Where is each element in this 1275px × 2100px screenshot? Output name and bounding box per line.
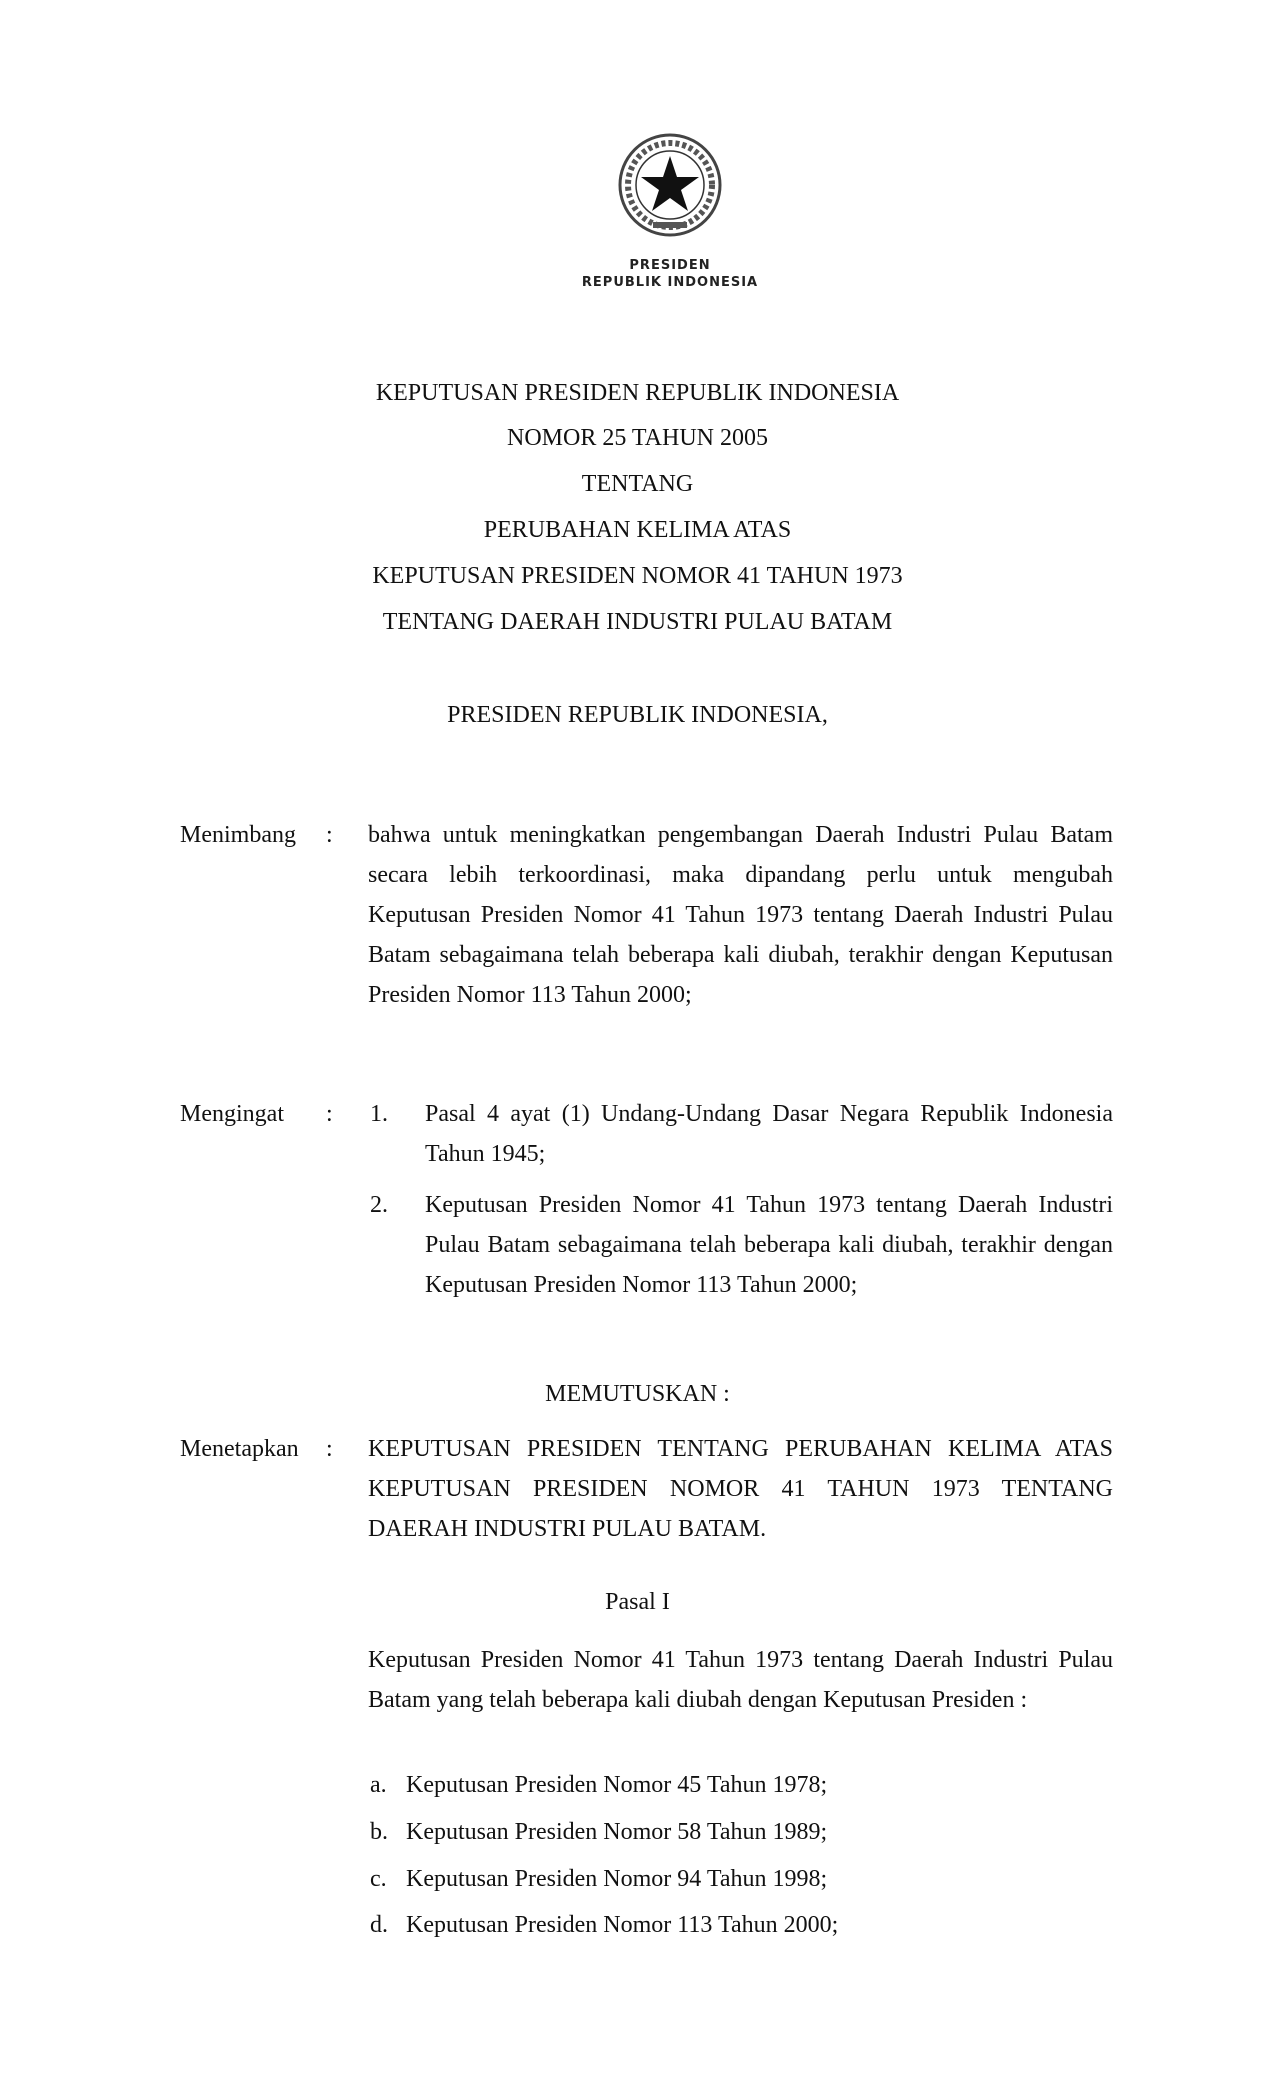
memutuskan-heading: MEMUTUSKAN :: [545, 1381, 730, 1407]
mengingat-item-1-number: 1.: [370, 1101, 388, 1127]
menimbang-label: Menimbang: [180, 822, 296, 848]
title-line-6: TENTANG DAERAH INDUSTRI PULAU BATAM: [382, 609, 893, 635]
pasal-1-list-letter-c: c.: [370, 1866, 387, 1892]
menimbang-text: bahwa untuk meningkatkan pengembangan Daerah Industri Pulau Batam secara lebih terkoordinasi, maka dipandang perlu untuk mengubah Keputusan Presiden Nomor 41 Tahun 1973 tentang Daerah Industri Pulau Batam sebagaimana telah beberapa kali diubah, terakhir dengan Keputusan Presiden Nomor 113 Tahun 2000;: [368, 822, 1113, 1008]
mengingat-item-1-text: Pasal 4 ayat (1) Undang-Undang Dasar Negara Republik Indonesia Tahun 1945;: [425, 1101, 1113, 1167]
pasal-1-list-item-a: Keputusan Presiden Nomor 45 Tahun 1978;: [406, 1772, 828, 1798]
presidential-emblem: [555, 120, 785, 300]
title-line-4: PERUBAHAN KELIMA ATAS: [483, 517, 792, 543]
menimbang-colon: :: [326, 822, 333, 848]
emblem-caption-line2: REPUBLIK INDONESIA: [581, 275, 759, 290]
title-line-2: NOMOR 25 TAHUN 2005: [507, 425, 768, 451]
title-line-3: TENTANG: [581, 471, 694, 497]
mengingat-colon: :: [326, 1101, 333, 1127]
title-line-1: KEPUTUSAN PRESIDEN REPUBLIK INDONESIA: [375, 380, 900, 406]
pasal-1-heading: Pasal I: [605, 1589, 670, 1615]
garuda-star-emblem-icon: [615, 130, 725, 240]
president-heading: PRESIDEN REPUBLIK INDONESIA,: [447, 702, 828, 728]
mengingat-item-2-number: 2.: [370, 1192, 388, 1218]
pasal-1-list-letter-b: b.: [370, 1819, 388, 1845]
pasal-1-intro: Keputusan Presiden Nomor 41 Tahun 1973 tentang Daerah Industri Pulau Batam yang telah beberapa kali diubah dengan Keputusan Presiden :: [368, 1647, 1113, 1713]
menetapkan-colon: :: [326, 1436, 333, 1462]
emblem-caption-line1: PRESIDEN: [629, 258, 711, 273]
menetapkan-label: Menetapkan: [180, 1436, 299, 1462]
pasal-1-list-letter-a: a.: [370, 1772, 387, 1798]
pasal-1-list-letter-d: d.: [370, 1912, 388, 1938]
pasal-1-list-item-b: Keputusan Presiden Nomor 58 Tahun 1989;: [406, 1819, 828, 1845]
mengingat-label: Mengingat: [180, 1101, 284, 1127]
mengingat-item-2-text: Keputusan Presiden Nomor 41 Tahun 1973 tentang Daerah Industri Pulau Batam sebagaimana telah beberapa kali diubah, terakhir dengan Keputusan Presiden Nomor 113 Tahun 2000;: [425, 1192, 1113, 1298]
title-line-5: KEPUTUSAN PRESIDEN NOMOR 41 TAHUN 1973: [372, 563, 903, 589]
menetapkan-text: KEPUTUSAN PRESIDEN TENTANG PERUBAHAN KELIMA ATAS KEPUTUSAN PRESIDEN NOMOR 41 TAHUN 1973 TENTANG DAERAH INDUSTRI PULAU BATAM.: [368, 1436, 1113, 1542]
pasal-1-list-item-c: Keputusan Presiden Nomor 94 Tahun 1998;: [406, 1866, 828, 1892]
pasal-1-list-item-d: Keputusan Presiden Nomor 113 Tahun 2000;: [406, 1912, 839, 1938]
